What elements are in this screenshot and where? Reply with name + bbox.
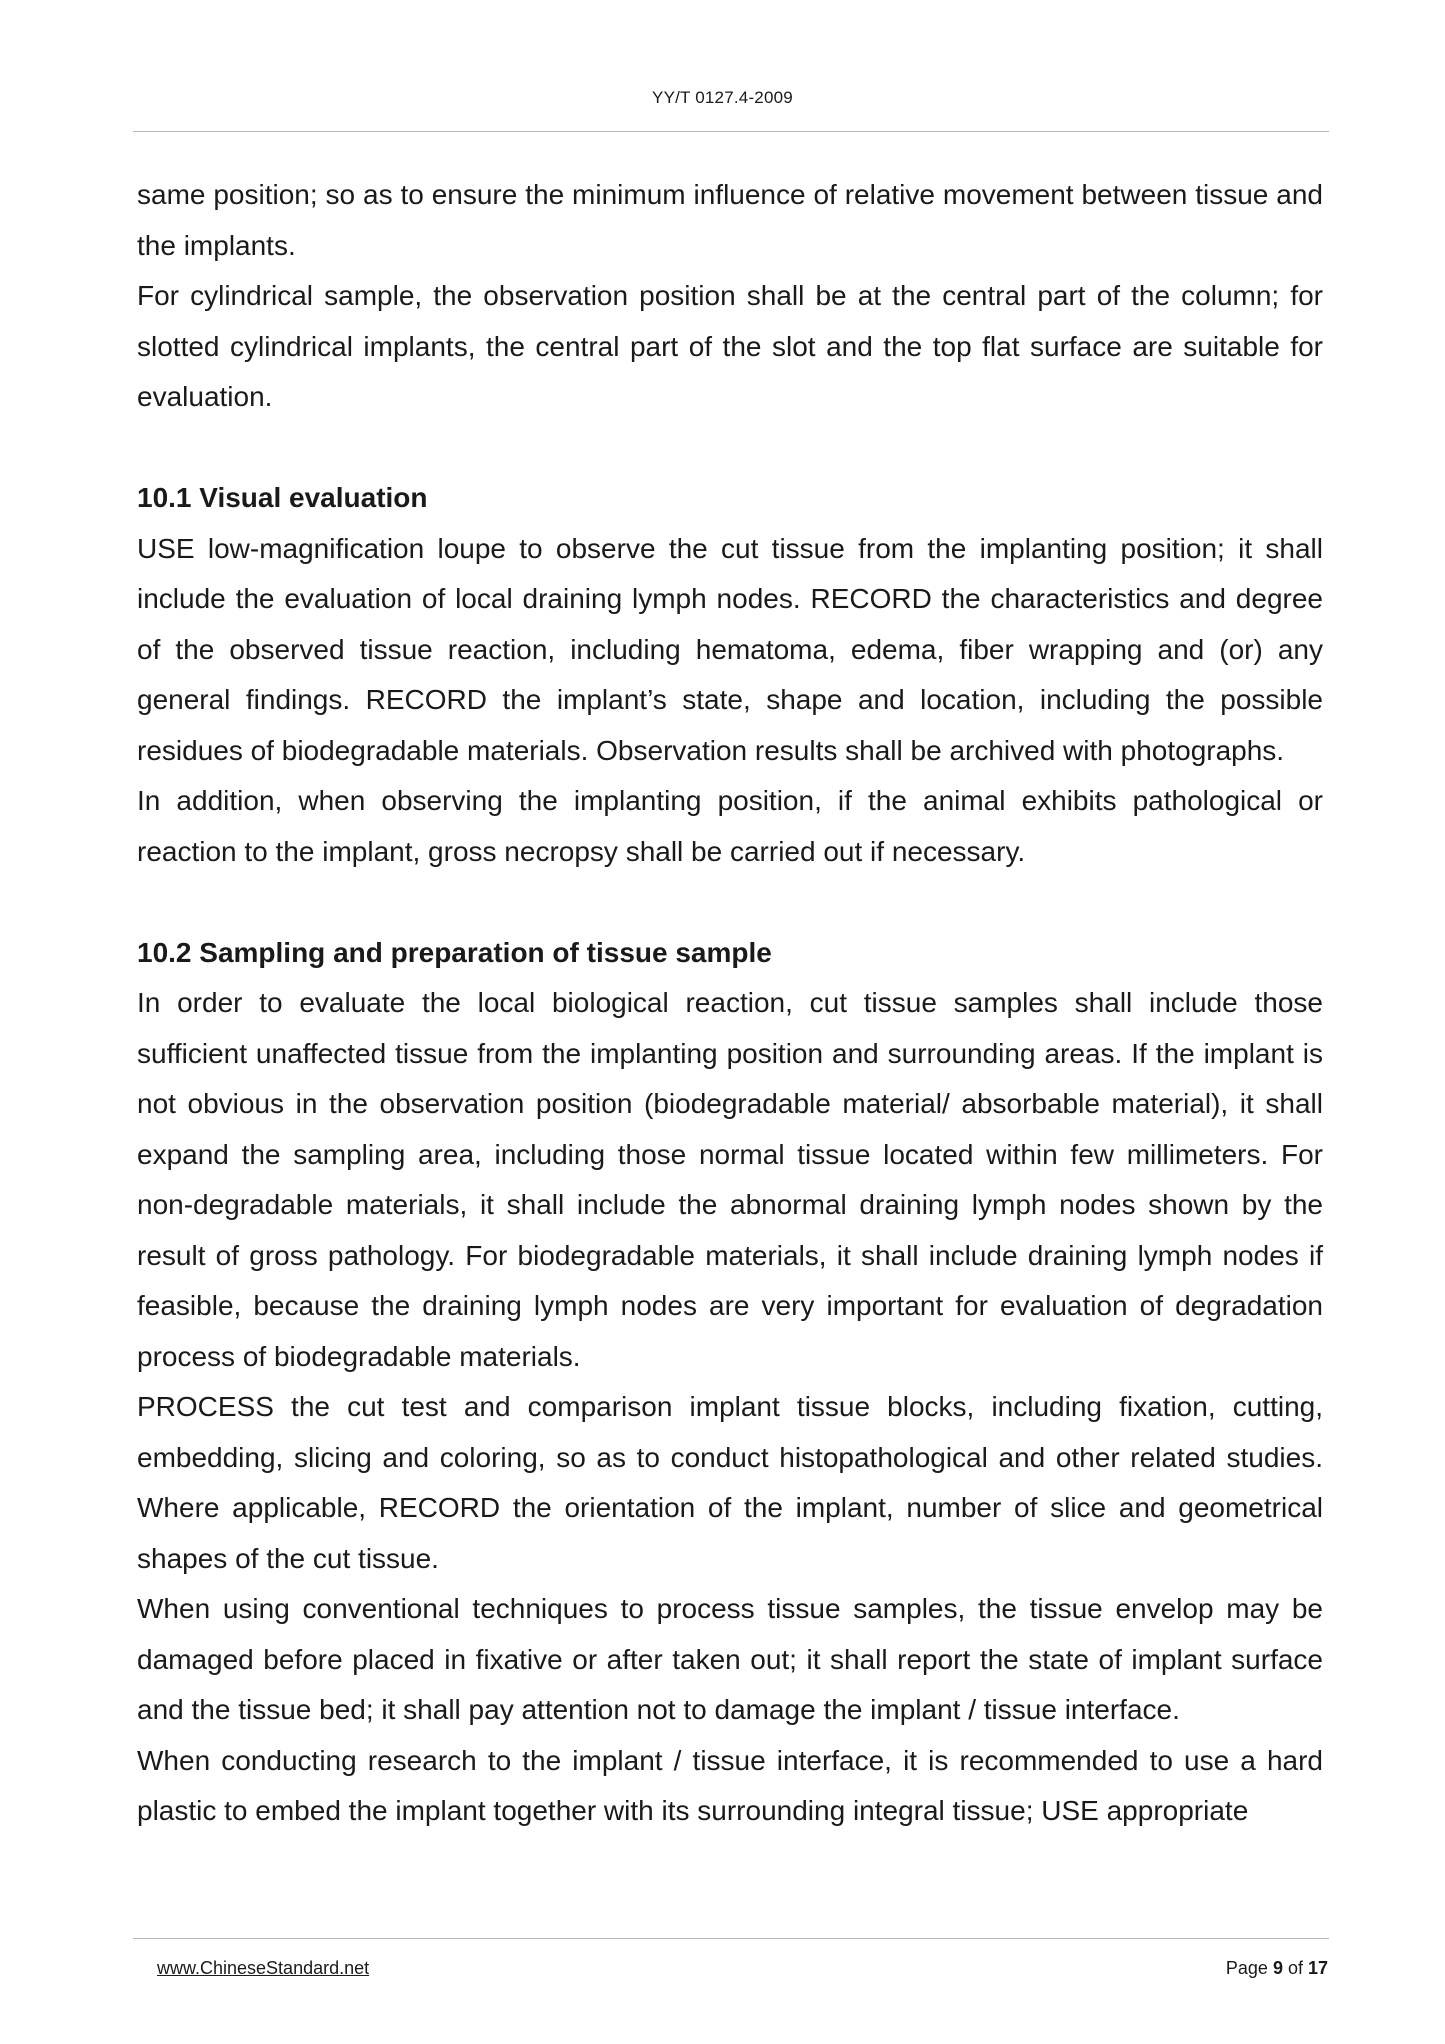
- page-number: [1226, 1958, 1328, 1979]
- paragraph-gross-necropsy: In addition, when observing the implanting position, if the animal exhibits pathological or reaction to the implant, gross necropsy shall be carried out if necessary.: [137, 785, 1323, 867]
- document-body: [137, 170, 1323, 1837]
- section-spacer: [137, 877, 1323, 928]
- page-of: of: [1282, 1958, 1308, 1978]
- page-prefix: Page: [1225, 1958, 1273, 1978]
- footer-divider: [133, 1938, 1329, 1939]
- paragraph-cylindrical-sample: For cylindrical sample, the observation position shall be at the central part of the column; for slotted cylindrical implants, the central part of the slot and the top flat surface are suitable for evaluation.: [137, 280, 1323, 412]
- header-divider: [133, 131, 1329, 132]
- paragraph-processing: PROCESS the cut test and comparison implant tissue blocks, including fixation, cutting, embedding, slicing and coloring, so as to conduct histopathological and other related studies. Where applicable, RECORD the orientation of the implant, number of slice and geometrical shapes of the cut tissue.: [137, 1391, 1323, 1574]
- paragraph-visual-evaluation: USE low-magnification loupe to observe the cut tissue from the implanting position; it shall include the evaluation of local draining lymph nodes. RECORD the characteristics and degree of the observed tissue reaction, including hematoma, edema, fiber wrapping and (or) any general findings. RECORD the implant’s state, shape and location, including the possible residues of biodegradable materials. Observation results shall be archived with photographs.: [137, 532, 1323, 766]
- paragraph-sampling: In order to evaluate the local biological reaction, cut tissue samples shall include those sufficient unaffected tissue from the implanting position and surrounding areas. If the implant is not obvious in the observation position (biodegradable material/ absorbable material), it shall expand the sampling area, including those normal tissue located within few millimeters. For non-degradable materials, it shall include the abnormal draining lymph nodes shown by the result of gross pathology. For biodegradable materials, it shall include draining lymph nodes if feasible, because the draining lymph nodes are very important for evaluation of degradation process of biodegradable materials.: [137, 987, 1323, 1372]
- paragraph-continuation: same position; so as to ensure the minimum influence of relative movement between tissue and the implants.: [137, 179, 1323, 261]
- section-heading-sampling: 10.2 Sampling and preparation of tissue sample: [137, 936, 772, 968]
- website-link[interactable]: www.ChineseStandard.net: [157, 1958, 370, 1978]
- section-heading-visual-evaluation: 10.1 Visual evaluation: [137, 482, 428, 513]
- page-total: 17: [1307, 1958, 1328, 1978]
- section-spacer: [137, 423, 1323, 474]
- paragraph-conventional-techniques: When using conventional techniques to process tissue samples, the tissue envelop may be damaged before placed in fixative or after taken out; it shall report the state of implant surface and the tissue bed; it shall pay attention not to damage the implant / tissue interface.: [137, 1593, 1323, 1725]
- page-current: 9: [1272, 1958, 1283, 1978]
- paragraph-interface-research: When conducting research to the implant / tissue interface, it is recommended to use a hard plastic to embed the implant together with its surrounding integral tissue; USE appropriate: [137, 1744, 1323, 1826]
- document-code-header: YY/T 0127.4-2009: [652, 88, 793, 107]
